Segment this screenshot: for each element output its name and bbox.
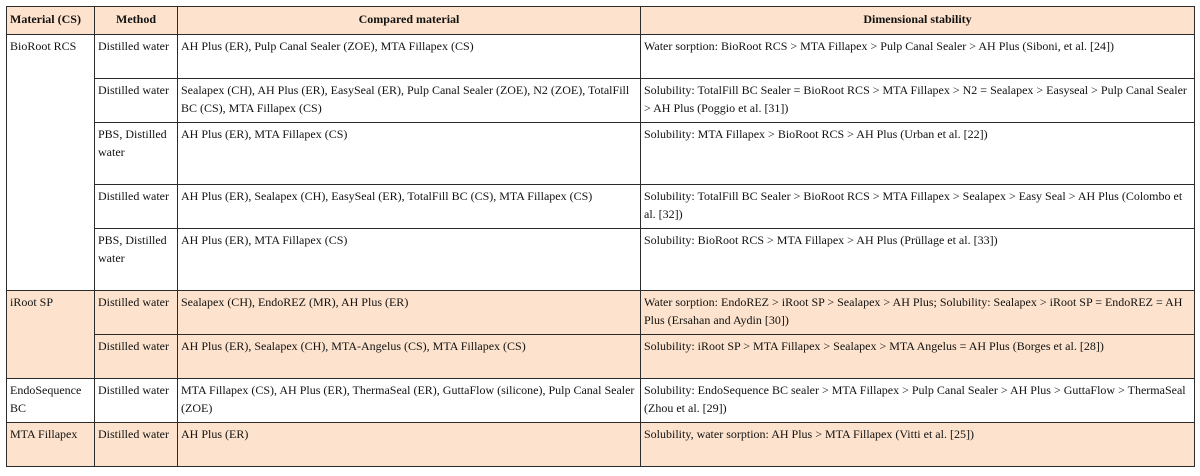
compared-cell: MTA Fillapex (CS), AH Plus (ER), ThermaSeal (ER), GuttaFlow (silicone), Pulp Canal Sealer (ZOE)	[178, 379, 641, 423]
table-row	[7, 291, 1195, 335]
stability-cell: Water sorption: BioRoot RCS > MTA Fillapex > Pulp Canal Sealer > AH Plus (Siboni, et al. [24])	[641, 35, 1195, 79]
table-row	[7, 229, 1195, 291]
compared-cell: AH Plus (ER), Pulp Canal Sealer (ZOE), MTA Fillapex (CS)	[178, 35, 641, 79]
stability-cell: Solubility: iRoot SP > MTA Fillapex > Sealapex > MTA Angelus = AH Plus (Borges et al. [28])	[641, 335, 1195, 379]
material-cell: MTA Fillapex	[7, 423, 95, 467]
table-row	[7, 123, 1195, 185]
compared-cell: AH Plus (ER)	[178, 423, 641, 467]
header-material: Material (CS)	[7, 7, 95, 35]
method-cell: Distilled water	[95, 291, 178, 335]
method-cell: PBS, Distilled water	[95, 123, 178, 185]
compared-cell: AH Plus (ER), MTA Fillapex (CS)	[178, 229, 641, 291]
material-cell: iRoot SP	[7, 291, 95, 379]
table-row	[7, 379, 1195, 423]
compared-cell: AH Plus (ER), MTA Fillapex (CS)	[178, 123, 641, 185]
stability-cell: Solubility: TotalFill BC Sealer = BioRoot RCS > MTA Fillapex > N2 = Sealapex > Easyseal > Pulp Canal Sealer > AH Plus (Poggio et al. [31])	[641, 79, 1195, 123]
stability-cell: Solubility: TotalFill BC Sealer > BioRoot RCS > MTA Fillapex > Sealapex > Easy Seal > AH Plus (Colombo et al. [32])	[641, 185, 1195, 229]
material-cell: BioRoot RCS	[7, 35, 95, 291]
method-cell: Distilled water	[95, 185, 178, 229]
method-cell: Distilled water	[95, 335, 178, 379]
comparison-table	[6, 6, 1195, 467]
header-compared-material: Compared material	[178, 7, 641, 35]
table-row	[7, 35, 1195, 79]
compared-cell: Sealapex (CH), EndoREZ (MR), AH Plus (ER)	[178, 291, 641, 335]
header-row	[7, 7, 1195, 35]
method-cell: Distilled water	[95, 35, 178, 79]
stability-cell: Solubility: BioRoot RCS > MTA Fillapex > AH Plus (Prüllage et al. [33])	[641, 229, 1195, 291]
stability-cell: Water sorption: EndoREZ > iRoot SP > Sealapex > AH Plus; Solubility: Sealapex > iRoot SP = EndoREZ = AH Plus (Ersahan and Aydin [30])	[641, 291, 1195, 335]
method-cell: Distilled water	[95, 379, 178, 423]
stability-cell: Solubility, water sorption: AH Plus > MTA Fillapex (Vitti et al. [25])	[641, 423, 1195, 467]
compared-cell: AH Plus (ER), Sealapex (CH), MTA-Angelus (CS), MTA Fillapex (CS)	[178, 335, 641, 379]
method-cell: Distilled water	[95, 423, 178, 467]
method-cell: PBS, Distilled water	[95, 229, 178, 291]
table-row	[7, 423, 1195, 467]
table-row	[7, 185, 1195, 229]
table-row	[7, 79, 1195, 123]
compared-cell: AH Plus (ER), Sealapex (CH), EasySeal (ER), TotalFill BC (CS), MTA Fillapex (CS)	[178, 185, 641, 229]
header-dimensional-stability: Dimensional stability	[641, 7, 1195, 35]
table-row	[7, 335, 1195, 379]
material-cell: EndoSequence BC	[7, 379, 95, 423]
compared-cell: Sealapex (CH), AH Plus (ER), EasySeal (ER), Pulp Canal Sealer (ZOE), N2 (ZOE), TotalFill BC (CS), MTA Fillapex (CS)	[178, 79, 641, 123]
stability-cell: Solubility: EndoSequence BC sealer > MTA Fillapex > Pulp Canal Sealer > AH Plus > GuttaFlow > ThermaSeal (Zhou et al. [29])	[641, 379, 1195, 423]
method-cell: Distilled water	[95, 79, 178, 123]
header-method: Method	[95, 7, 178, 35]
stability-cell: Solubility: MTA Fillapex > BioRoot RCS > AH Plus (Urban et al. [22])	[641, 123, 1195, 185]
